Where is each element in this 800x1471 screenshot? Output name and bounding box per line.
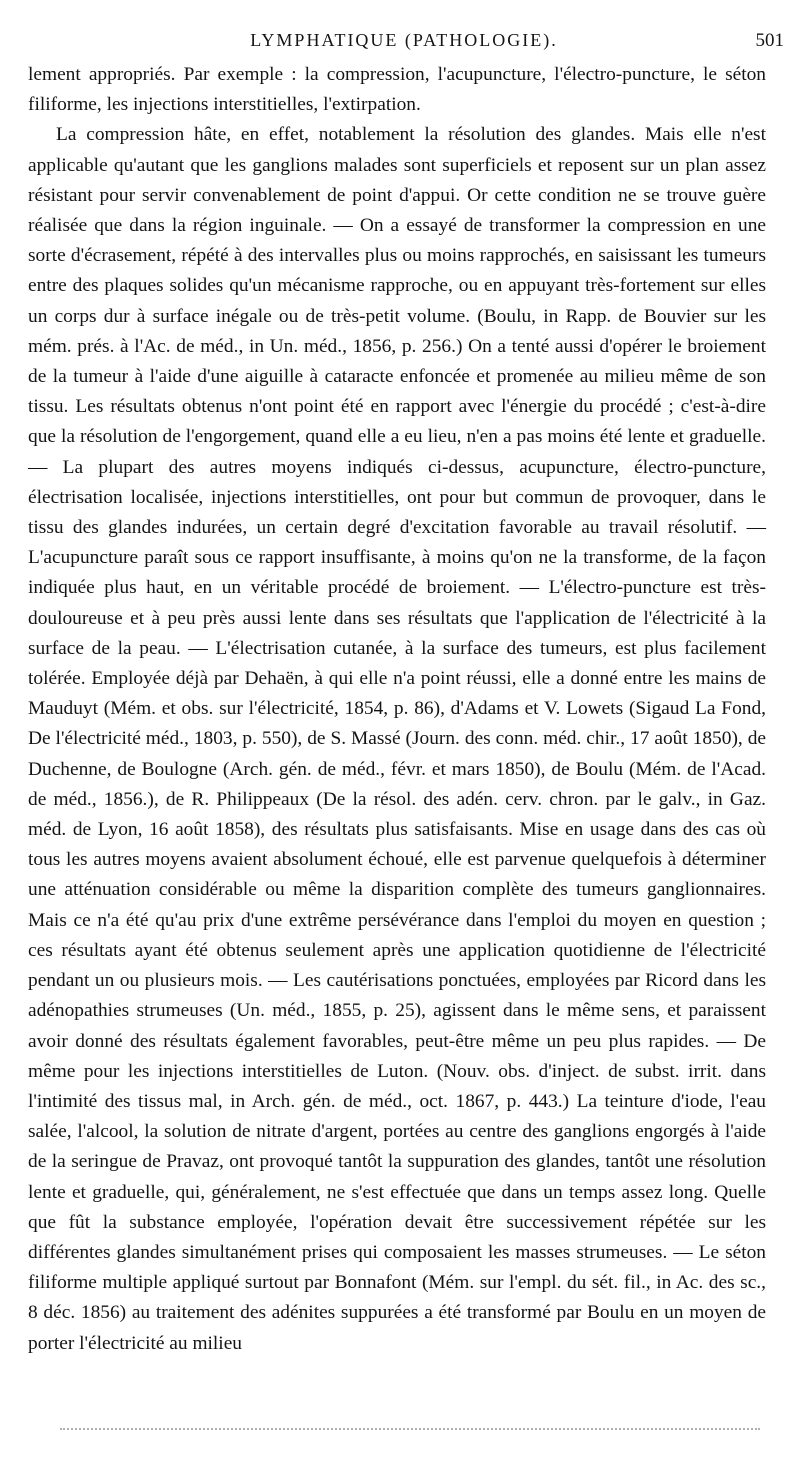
paragraph-compression: La compression hâte, en effet, notablement la résolution des glandes. Mais elle n'est applicable qu'autant que les ganglions malades sont superficiels et reposent sur un plan assez résistant pour servir convenablement de point d'appui. Or cette condition ne se trouve guère réalisée que dans la région inguinale. — On a essayé de transformer la compression en une sorte d'écrasement, répété à des intervalles plus ou moins rapprochés, en saisissant les tumeurs entre des plaques solides qu'un mécanisme rapproche, ou en appuyant très-fortement sur elles un corps dur à surface inégale ou de très-petit volume. (Boulu, in Rapp. de Bouvier sur les mém. prés. à l'Ac. de méd., in Un. méd., 1856, p. 256.) On a tenté aussi d'opérer le broiement de la tumeur à l'aide d'une aiguille à cataracte enfoncée et promenée au milieu même de son tissu. Les résultats obtenus n'ont point été en rapport avec l'énergie du procédé ; c'est-à-dire que la résolution de l'engorgement, quand elle a eu lieu, n'en a pas moins été lente et graduelle. — La plupart des autres moyens indiqués ci-dessus, acupuncture, électro-puncture, électrisation localisée, injections interstitielles, ont pour but commun de provoquer, dans le tissu des glandes indurées, un certain degré d'excitation favorable au travail résolutif. — L'acupuncture paraît sous ce rapport insuffisante, à moins qu'on ne la transforme, de la façon indiquée plus haut, en un véritable procédé de broiement. — L'électro-puncture est très-douloureuse et à peu près aussi lente dans ses résultats que l'application de l'électricité à la surface de la peau. — L'électrisation cutanée, à la surface des tumeurs, est plus facilement tolérée. Employée déjà par Dehaën, à qui elle n'a point réussi, elle a donné entre les mains de Mauduyt (Mém. et obs. sur l'électricité, 1854, p. 86), d'Adams et V. Lowets (Sigaud La Fond, De l'électricité méd., 1803, p. 550), de S. Massé (Journ. des conn. méd. chir., 17 août 1850), de Duchenne, de Boulogne (Arch. gén. de méd., févr. et mars 1850), de Boulu (Mém. de l'Acad. de méd., 1856.), de R. Philippeaux (De la résol. des adén. cerv. chron. par le galv., in Gaz. méd. de Lyon, 16 août 1858), des résultats plus satisfaisants. Mise en usage dans des cas où tous les autres moyens avaient absolument échoué, elle est parvenue quelquefois à déterminer une atténuation considérable ou même la disparition complète des tumeurs ganglionnaires. Mais ce n'a été qu'au prix d'une extrême persévérance dans l'emploi du moyen en question ; ces résultats ayant été obtenus seulement après une application quotidienne de l'électricité pendant un ou plusieurs mois. — Les cautérisations ponctuées, employées par Ricord dans les adénopathies strumeuses (Un. méd., 1855, p. 25), agissent dans le même sens, et paraissent avoir donné des résultats également favorables, peut-être même un peu plus rapides. — De même pour les injections interstitielles de Luton. (Nouv. obs. d'inject. de subst. irrit. dans l'intimité des tissus mal, in Arch. gén. de méd., oct. 1867, p. 443.) La teinture d'iode, l'eau salée, l'alcool, la solution de nitrate d'argent, portées au centre des ganglions engorgés à l'aide de la seringue de Pravaz, ont provoqué tantôt la suppuration des glandes, tantôt une résolution lente et graduelle, qui, généralement, ne s'est effectuée que dans un temps assez long. Quelle que fût la substance employée, l'opération devait être successivement répétée sur les différentes glandes simultanément prises qui composaient les masses strumeuses. — Le séton filiforme multiple appliqué surtout par Bonnafont (Mém. sur l'empl. du sét. fil., in Ac. des sc., 8 déc. 1856) au traitement des adénites suppurées a été transformé par Boulu en un moyen de porter l'électricité au milieu xyxy=(28,124,766,1354)
page-header xyxy=(24,30,784,58)
scan-bleed-through xyxy=(60,1428,760,1430)
paragraph-continuation: lement appropriés. Par exemple : la compression, l'acupuncture, l'électro-puncture, le séton filiforme, les injections interstitielles, l'extirpation. xyxy=(28,64,766,116)
running-title: LYMPHATIQUE (PATHOLOGIE). xyxy=(250,30,558,50)
page-number: 501 xyxy=(755,30,784,51)
body-text xyxy=(28,60,766,1359)
